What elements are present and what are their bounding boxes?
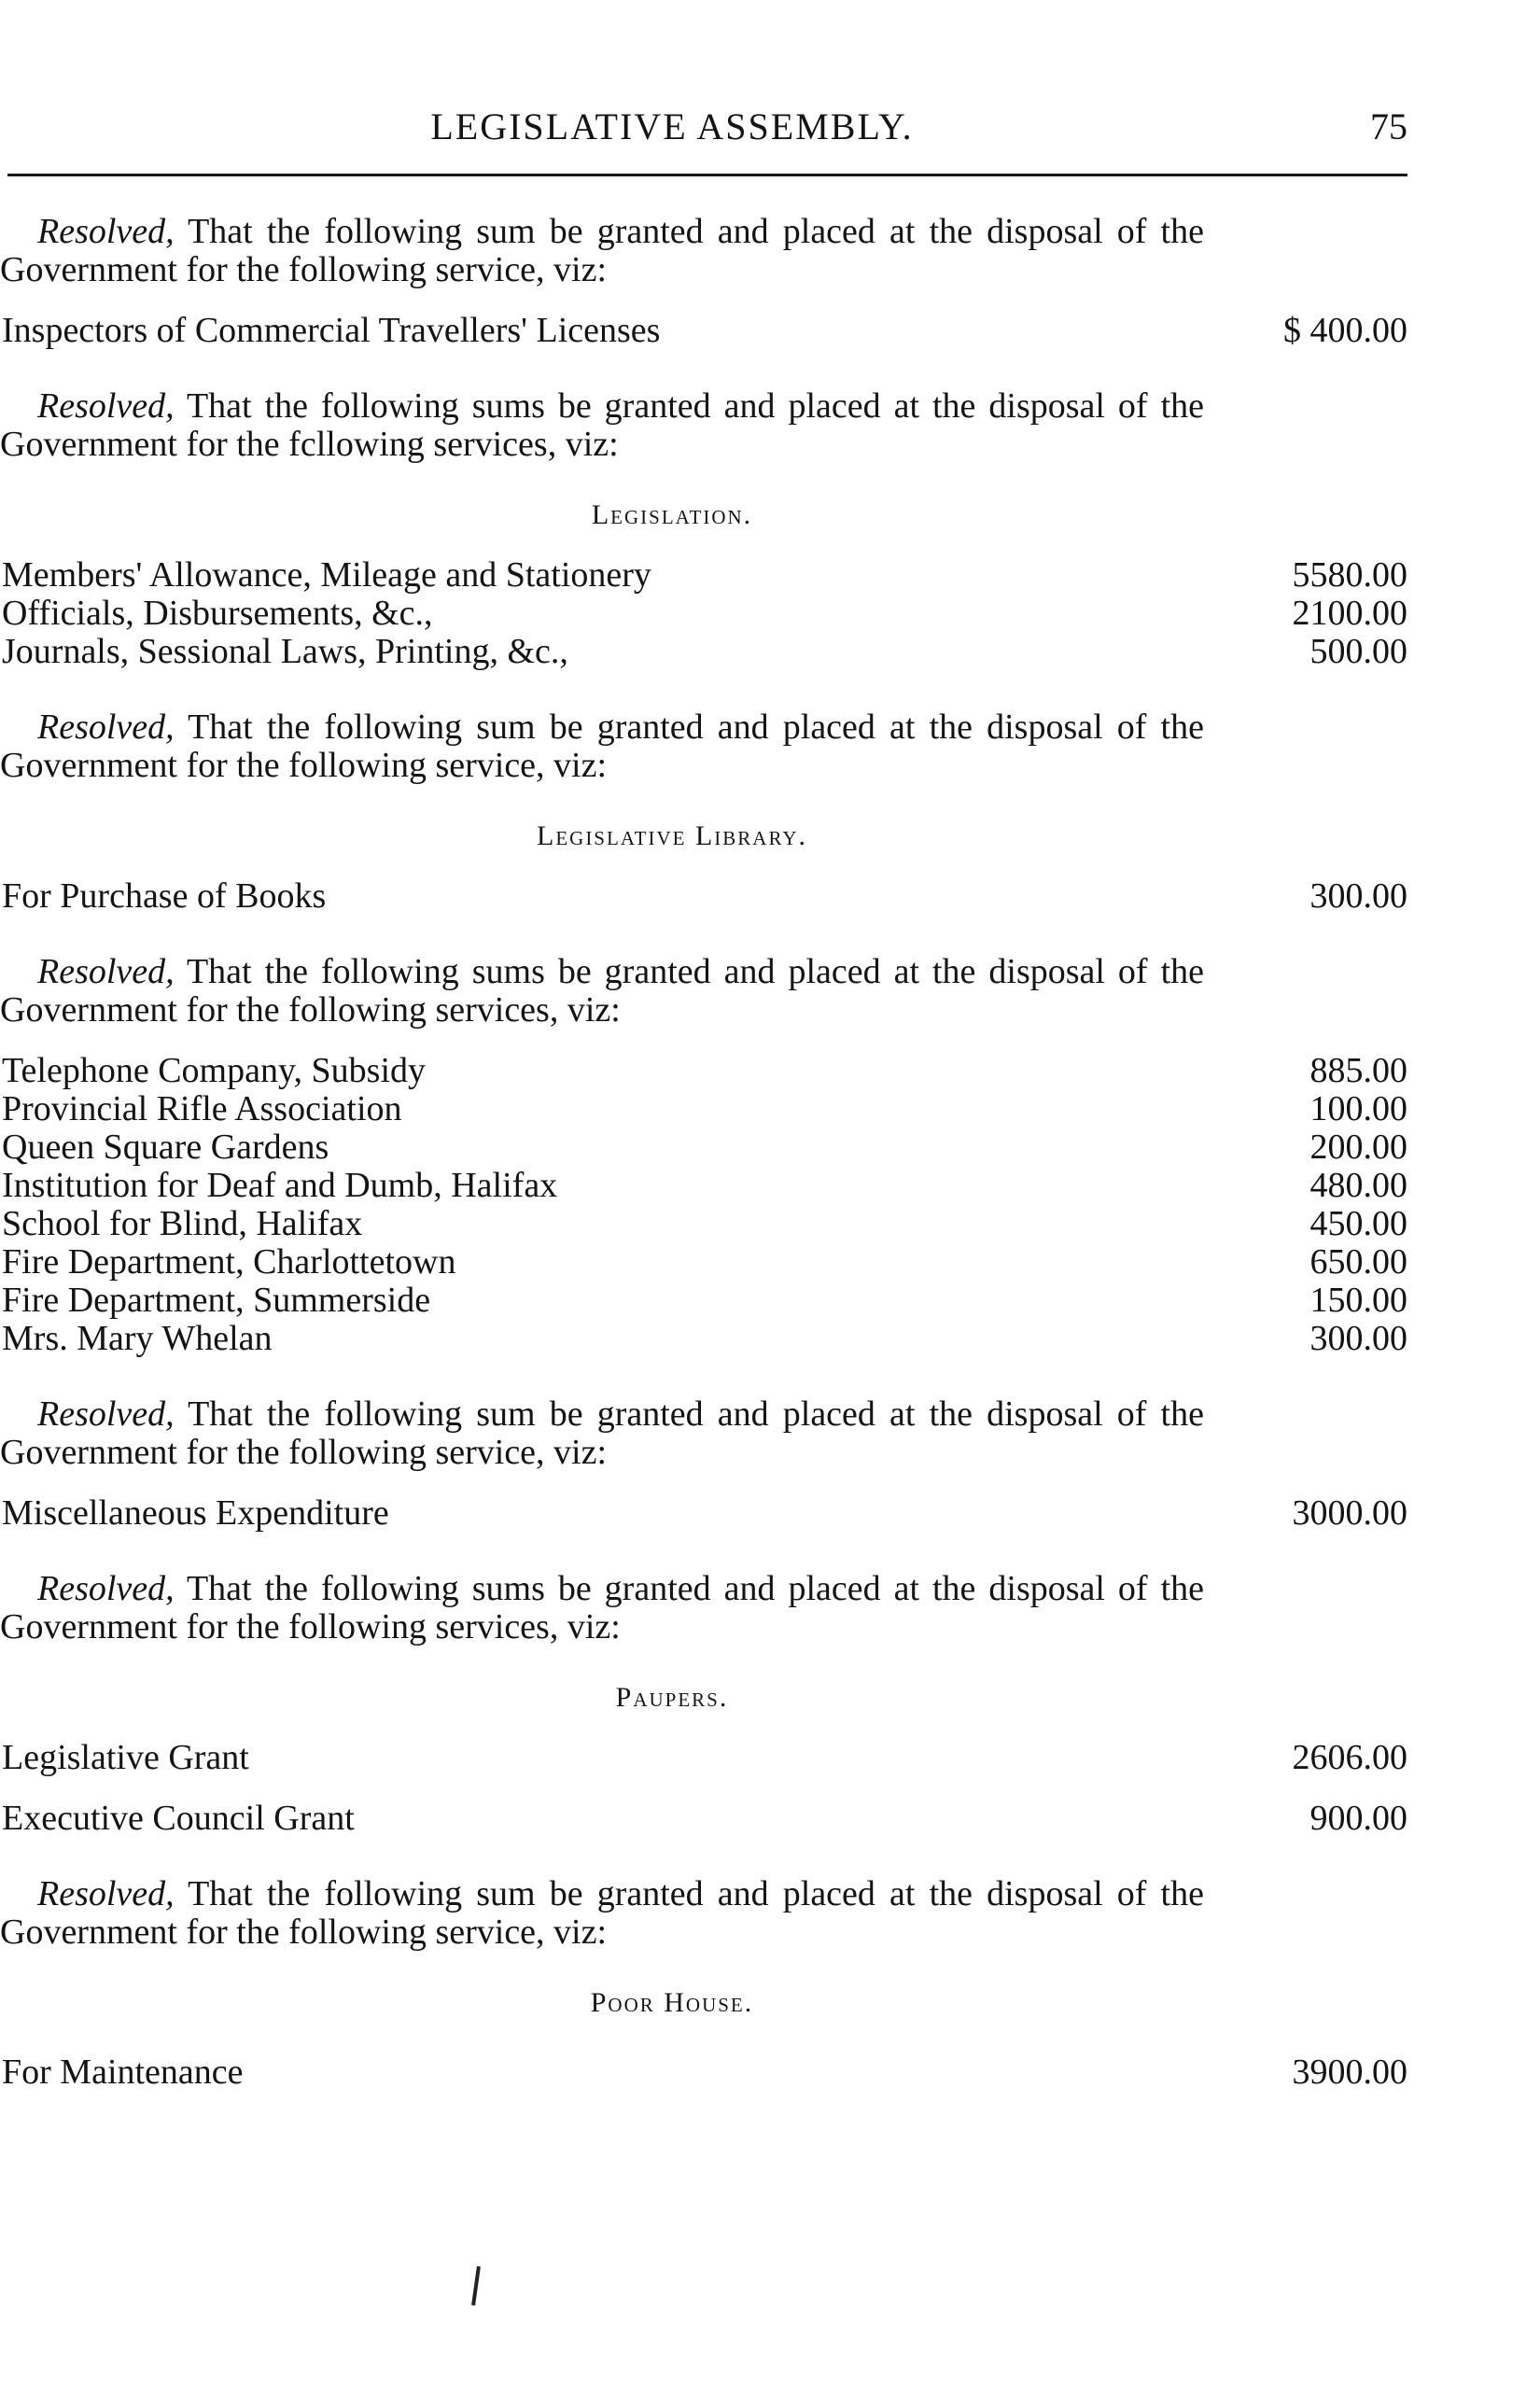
appropriation-row	[0, 312, 1407, 350]
resolution-paragraph	[0, 953, 1204, 1030]
appropriation-row	[0, 1739, 1407, 1777]
resolved-lead: Resolved,	[37, 952, 175, 991]
appropriation-amount: 5580.00	[1292, 555, 1407, 595]
resolution-text: That the following sum be granted and placed at the disposal of the Government for the following service, viz:	[0, 708, 1204, 785]
appropriation-label: Provincial Rifle Association	[2, 1089, 402, 1128]
document-body	[0, 213, 1407, 2092]
appropriation-row	[0, 1282, 1407, 1320]
resolution-paragraph	[0, 387, 1204, 464]
appropriation-label: Mrs. Mary Whelan	[2, 1319, 273, 1358]
appropriation-row	[0, 2053, 1407, 2092]
resolution-text: That the following sums be granted and placed at the disposal of the Government for the following services, viz:	[0, 1569, 1204, 1646]
resolution-text: That the following sum be granted and placed at the disposal of the Government for the following service, viz:	[0, 212, 1204, 289]
resolved-lead: Resolved,	[37, 386, 175, 426]
appropriation-amount: 3000.00	[1292, 1493, 1407, 1533]
page-number: 75	[1370, 105, 1407, 147]
appropriation-amount: 3900.00	[1292, 2053, 1407, 2092]
resolved-lead: Resolved,	[37, 1569, 175, 1608]
appropriation-amount: 450.00	[1309, 1204, 1407, 1243]
appropriation-label: Inspectors of Commercial Travellers' Licenses	[2, 311, 661, 350]
section-heading: Legislation.	[591, 499, 753, 530]
appropriation-amount: 300.00	[1309, 1319, 1407, 1358]
resolution-text: That the following sums be granted and placed at the disposal of the Government for the following services, viz:	[0, 952, 1204, 1030]
appropriation-label: Journals, Sessional Laws, Printing, &c.,	[2, 632, 568, 671]
appropriation-row	[0, 1090, 1407, 1128]
resolved-lead: Resolved,	[37, 1874, 175, 1913]
resolution-paragraph	[0, 213, 1204, 289]
resolution-paragraph	[0, 1570, 1204, 1646]
appropriation-amount: 2606.00	[1292, 1738, 1407, 1777]
resolution-paragraph	[0, 1875, 1204, 1952]
running-head	[0, 105, 1407, 151]
appropriation-label: Legislative Grant	[2, 1738, 249, 1777]
appropriation-label: Telephone Company, Subsidy	[2, 1051, 426, 1090]
appropriation-row	[0, 1320, 1407, 1358]
appropriation-row	[0, 1243, 1407, 1282]
appropriation-row	[0, 1128, 1407, 1167]
appropriation-label: For Purchase of Books	[2, 876, 327, 916]
header-rule	[7, 174, 1407, 176]
appropriation-row	[0, 1205, 1407, 1243]
stray-print-mark	[471, 2266, 481, 2305]
appropriation-amount: 650.00	[1309, 1242, 1407, 1282]
appropriation-amount: 2100.00	[1292, 594, 1407, 633]
appropriation-row	[0, 556, 1407, 595]
appropriation-amount: 100.00	[1309, 1089, 1407, 1128]
appropriation-label: Fire Department, Summerside	[2, 1281, 431, 1320]
appropriation-row	[0, 1800, 1407, 1838]
resolved-lead: Resolved,	[37, 212, 175, 251]
appropriation-row	[0, 1052, 1407, 1090]
appropriation-label: Fire Department, Charlottetown	[2, 1242, 456, 1282]
appropriation-amount: $ 400.00	[1283, 311, 1407, 350]
resolution-text: That the following sums be granted and placed at the disposal of the Government for the fcllowing services, viz:	[0, 386, 1204, 464]
appropriation-row	[0, 1494, 1407, 1533]
appropriation-label: Queen Square Gardens	[2, 1128, 329, 1167]
resolution-paragraph	[0, 708, 1204, 785]
section-heading: Poor House.	[590, 1987, 754, 2018]
resolved-lead: Resolved,	[37, 1394, 175, 1434]
appropriation-label: For Maintenance	[2, 2053, 244, 2092]
appropriation-row	[0, 595, 1407, 633]
appropriation-amount: 500.00	[1309, 632, 1407, 671]
appropriation-label: Members' Allowance, Mileage and Stationery	[2, 555, 651, 595]
resolution-paragraph	[0, 1395, 1204, 1472]
appropriation-amount: 200.00	[1309, 1128, 1407, 1167]
resolved-lead: Resolved,	[37, 708, 175, 747]
appropriation-row	[0, 633, 1407, 671]
appropriation-amount: 885.00	[1309, 1051, 1407, 1090]
appropriation-label: Officials, Disbursements, &c.,	[2, 594, 433, 633]
appropriation-row	[0, 877, 1407, 916]
appropriation-amount: 150.00	[1309, 1281, 1407, 1320]
resolution-text: That the following sum be granted and placed at the disposal of the Government for the following service, viz:	[0, 1394, 1204, 1472]
page-title: LEGISLATIVE ASSEMBLY.	[430, 105, 914, 147]
section-heading: Legislative Library.	[537, 820, 807, 851]
appropriation-amount: 300.00	[1309, 876, 1407, 916]
appropriation-amount: 480.00	[1309, 1166, 1407, 1205]
appropriation-label: School for Blind, Halifax	[2, 1204, 363, 1243]
appropriation-amount: 900.00	[1309, 1799, 1407, 1838]
appropriation-label: Miscellaneous Expenditure	[2, 1493, 389, 1533]
resolution-text: That the following sum be granted and placed at the disposal of the Government for the following service, viz:	[0, 1874, 1204, 1952]
appropriation-label: Institution for Deaf and Dumb, Halifax	[2, 1166, 558, 1205]
section-heading: Paupers.	[615, 1682, 729, 1713]
appropriation-row	[0, 1167, 1407, 1205]
appropriation-label: Executive Council Grant	[2, 1799, 355, 1838]
